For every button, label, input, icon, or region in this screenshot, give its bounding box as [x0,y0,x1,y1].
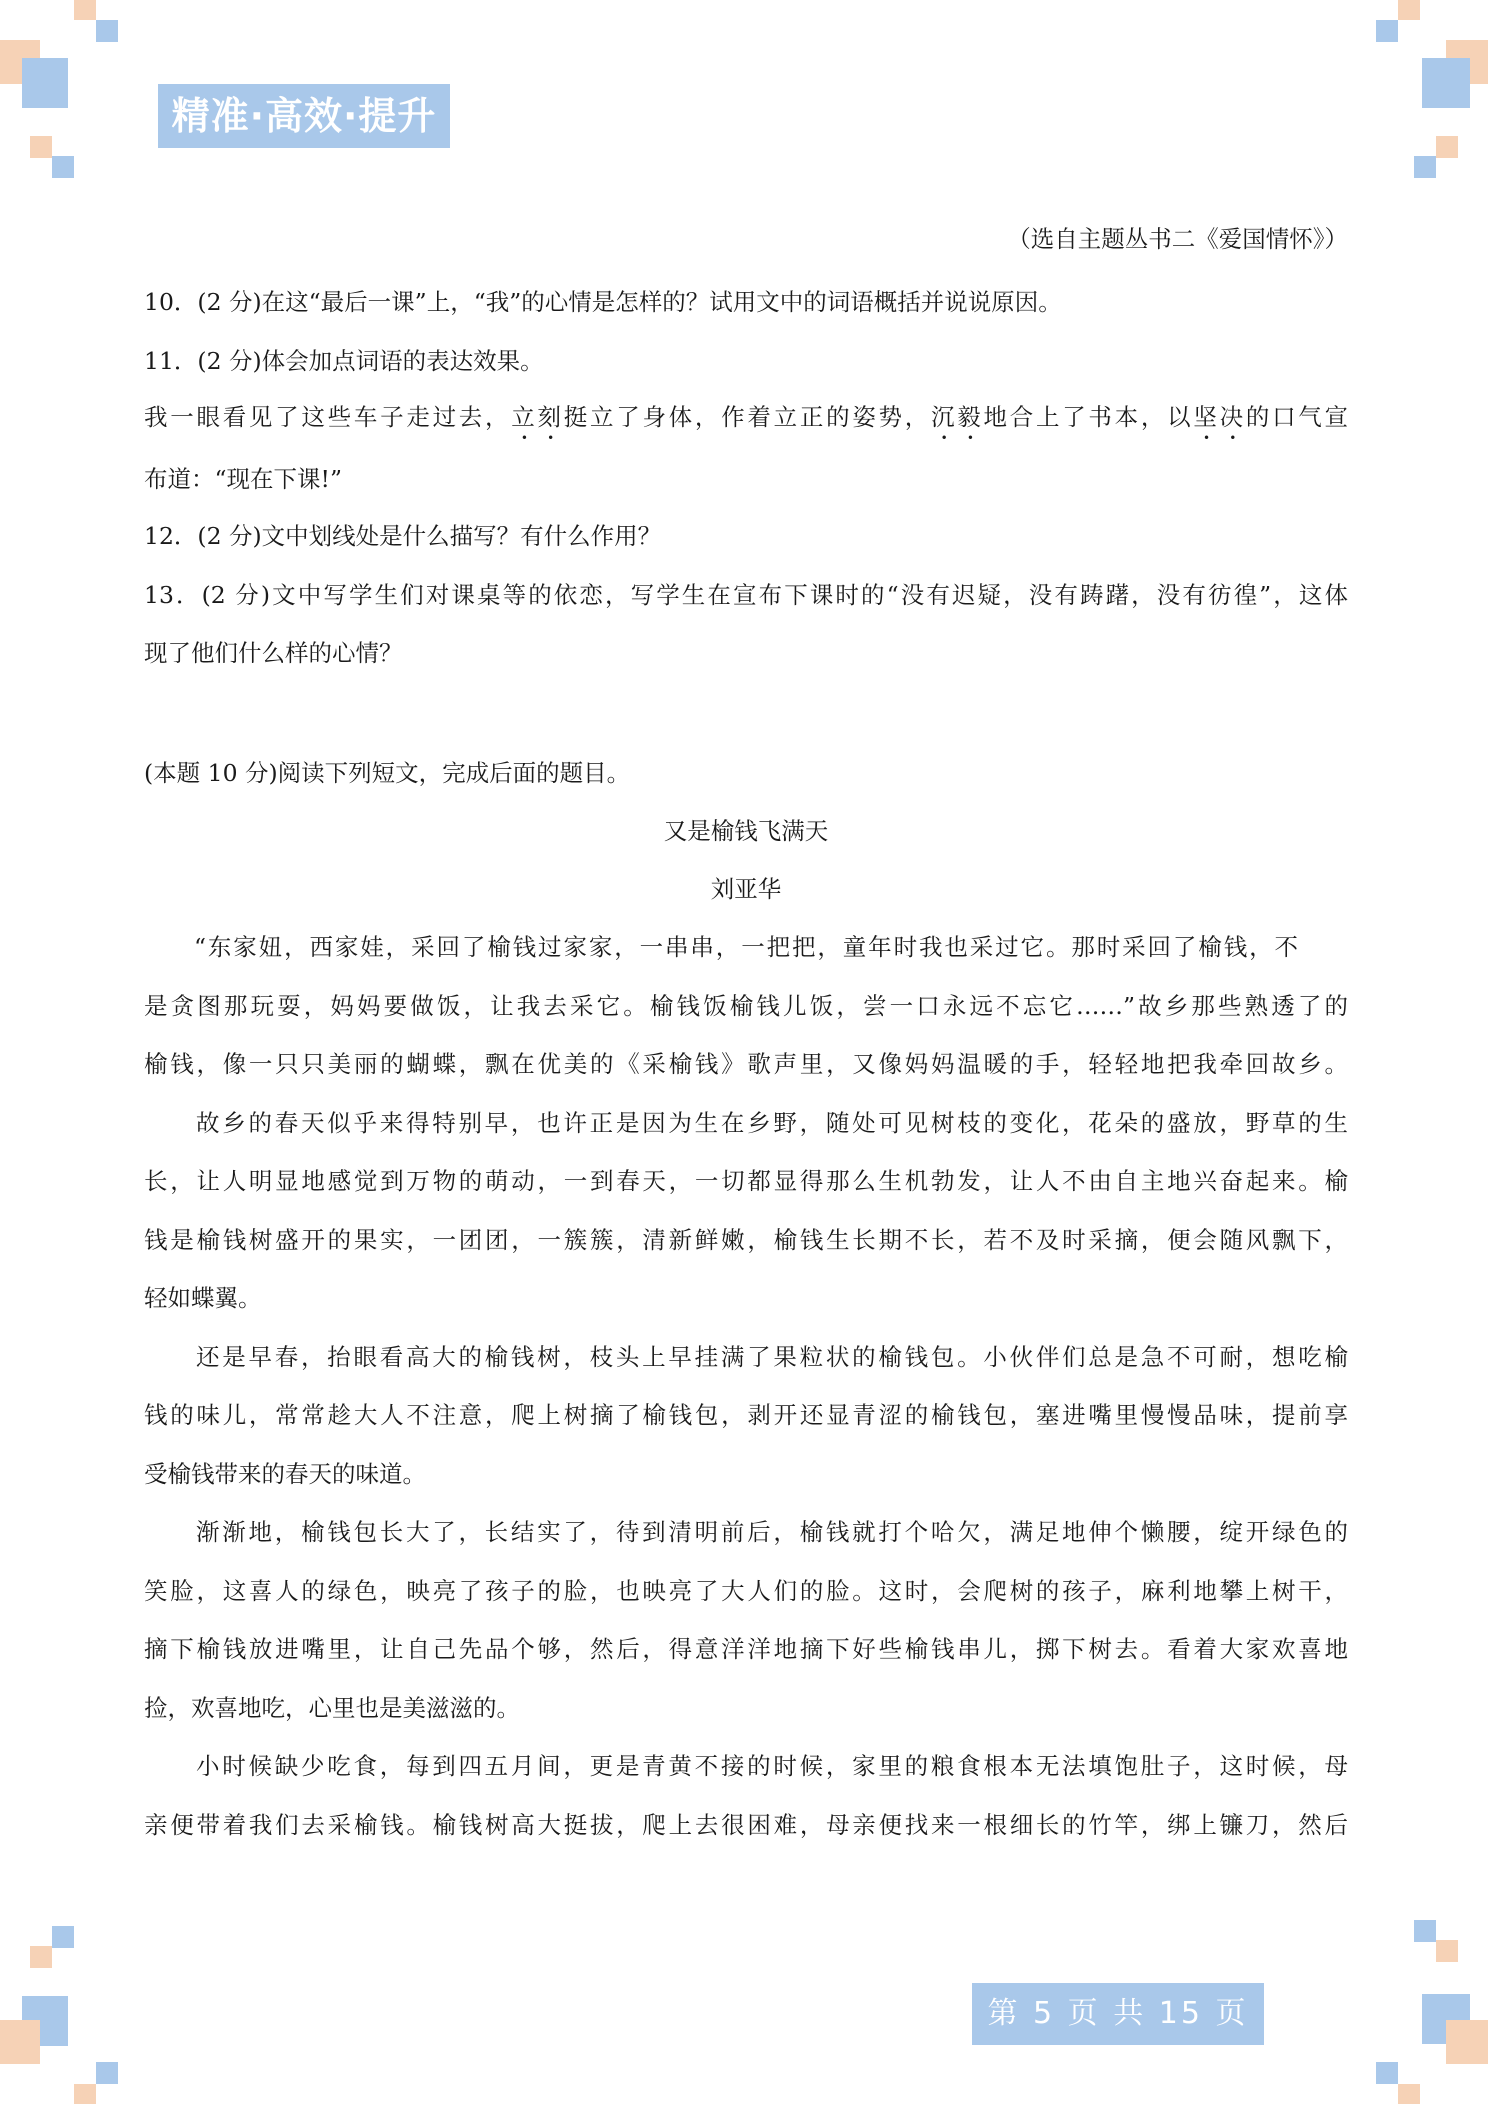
section-intro: (本题 10 分)阅读下列短文，完成后面的题目。 [144,759,631,787]
quote-text: 挺立了身体，作着立正的姿势， [563,403,932,431]
dotted-word: 立刻 [511,403,564,431]
article-line: 笑脸，这喜人的绿色，映亮了孩子的脸，也映亮了大人们的脸。这时，会爬树的孩子，麻利地攀上树干， [144,1577,1348,1605]
question-11: 11．(2 分)体会加点词语的表达效果。 [144,347,544,375]
article-line: 摘下榆钱放进嘴里，让自己先品个够，然后，得意洋洋地摘下好些榆钱串儿，掷下树去。看着大家欢喜地 [144,1635,1348,1663]
page-number: 第 5 页 共 15 页 [972,1983,1264,2045]
quote-text: 我一眼看见了这些车子走过去， [144,403,512,431]
quote-text: 的口气宣 [1245,403,1349,431]
article-line: 榆钱，像一只只美丽的蝴蝶，飘在优美的《采榆钱》歌声里，又像妈妈温暖的手，轻轻地把我牵回故乡。 [144,1050,1348,1078]
source-note: （选自主题丛书二《爱国情怀》） [1007,225,1348,253]
dotted-word: 沉毅 [931,403,984,431]
article-line: 是贪图那玩耍，妈妈要做饭，让我去采它。榆钱饭榆钱儿饭，尝一口永远不忘它……”故乡那些熟透了的 [144,992,1348,1020]
question-13: 13．(2 分)文中写学生们对课桌等的依恋，写学生在宣布下课时的“没有迟疑，没有踌躇，没有彷徨”，这体 [144,581,1348,609]
article-line: 钱的味儿，常常趁大人不注意，爬上树摘了榆钱包，剥开还显青涩的榆钱包，塞进嘴里慢慢品味，提前享 [144,1401,1348,1429]
question-11-quote-line2: 布道：“现在下课!” [144,465,342,493]
article-line: 故乡的春天似乎来得特别早，也许正是因为生在乡野，随处可见树枝的变化，花朵的盛放，野草的生 [196,1109,1348,1137]
article-line: 受榆钱带来的春天的味道。 [144,1460,426,1488]
question-10: 10．(2 分)在这“最后一课”上，“我”的心情是怎样的？试用文中的词语概括并说说原因。 [144,288,1062,316]
article-line: 还是早春，抬眼看高大的榆钱树，枝头上早挂满了果粒状的榆钱包。小伙伴们总是急不可耐，想吃榆 [196,1343,1348,1371]
article-line: 轻如蝶翼。 [144,1284,262,1312]
article-author: 刘亚华 [710,875,782,903]
brand-banner: 精准·高效·提升 [158,84,450,148]
article-line: 钱是榆钱树盛开的果实，一团团，一簇簇，清新鲜嫩，榆钱生长期不长，若不及时采摘，便会随风飘下， [144,1226,1348,1254]
article-line: 捡，欢喜地吃，心里也是美滋滋的。 [144,1694,520,1722]
article-title: 又是榆钱飞满天 [663,817,829,845]
question-11-quote [144,398,1348,445]
dotted-word: 坚决 [1193,403,1246,431]
question-13-cont: 现了他们什么样的心情？ [144,639,403,667]
quote-text: 地合上了书本，以 [983,403,1194,431]
question-12: 12．(2 分)文中划线处是什么描写？有什么作用？ [144,522,662,550]
article-line: “东家妞，西家娃，采回了榆钱过家家，一串串，一把把，童年时我也采过它。那时采回了榆钱，不 [194,933,1298,961]
article-line: 小时候缺少吃食，每到四五月间，更是青黄不接的时候，家里的粮食根本无法填饱肚子，这时候，母 [196,1752,1348,1780]
article-line: 长，让人明显地感觉到万物的萌动，一到春天，一切都显得那么生机勃发，让人不由自主地兴奋起来。榆 [144,1167,1348,1195]
article-line: 渐渐地，榆钱包长大了，长结实了，待到清明前后，榆钱就打个哈欠，满足地伸个懒腰，绽开绿色的 [196,1518,1348,1546]
article-line: 亲便带着我们去采榆钱。榆钱树高大挺拔，爬上去很困难，母亲便找来一根细长的竹竿，绑上镰刀，然后 [144,1811,1348,1839]
